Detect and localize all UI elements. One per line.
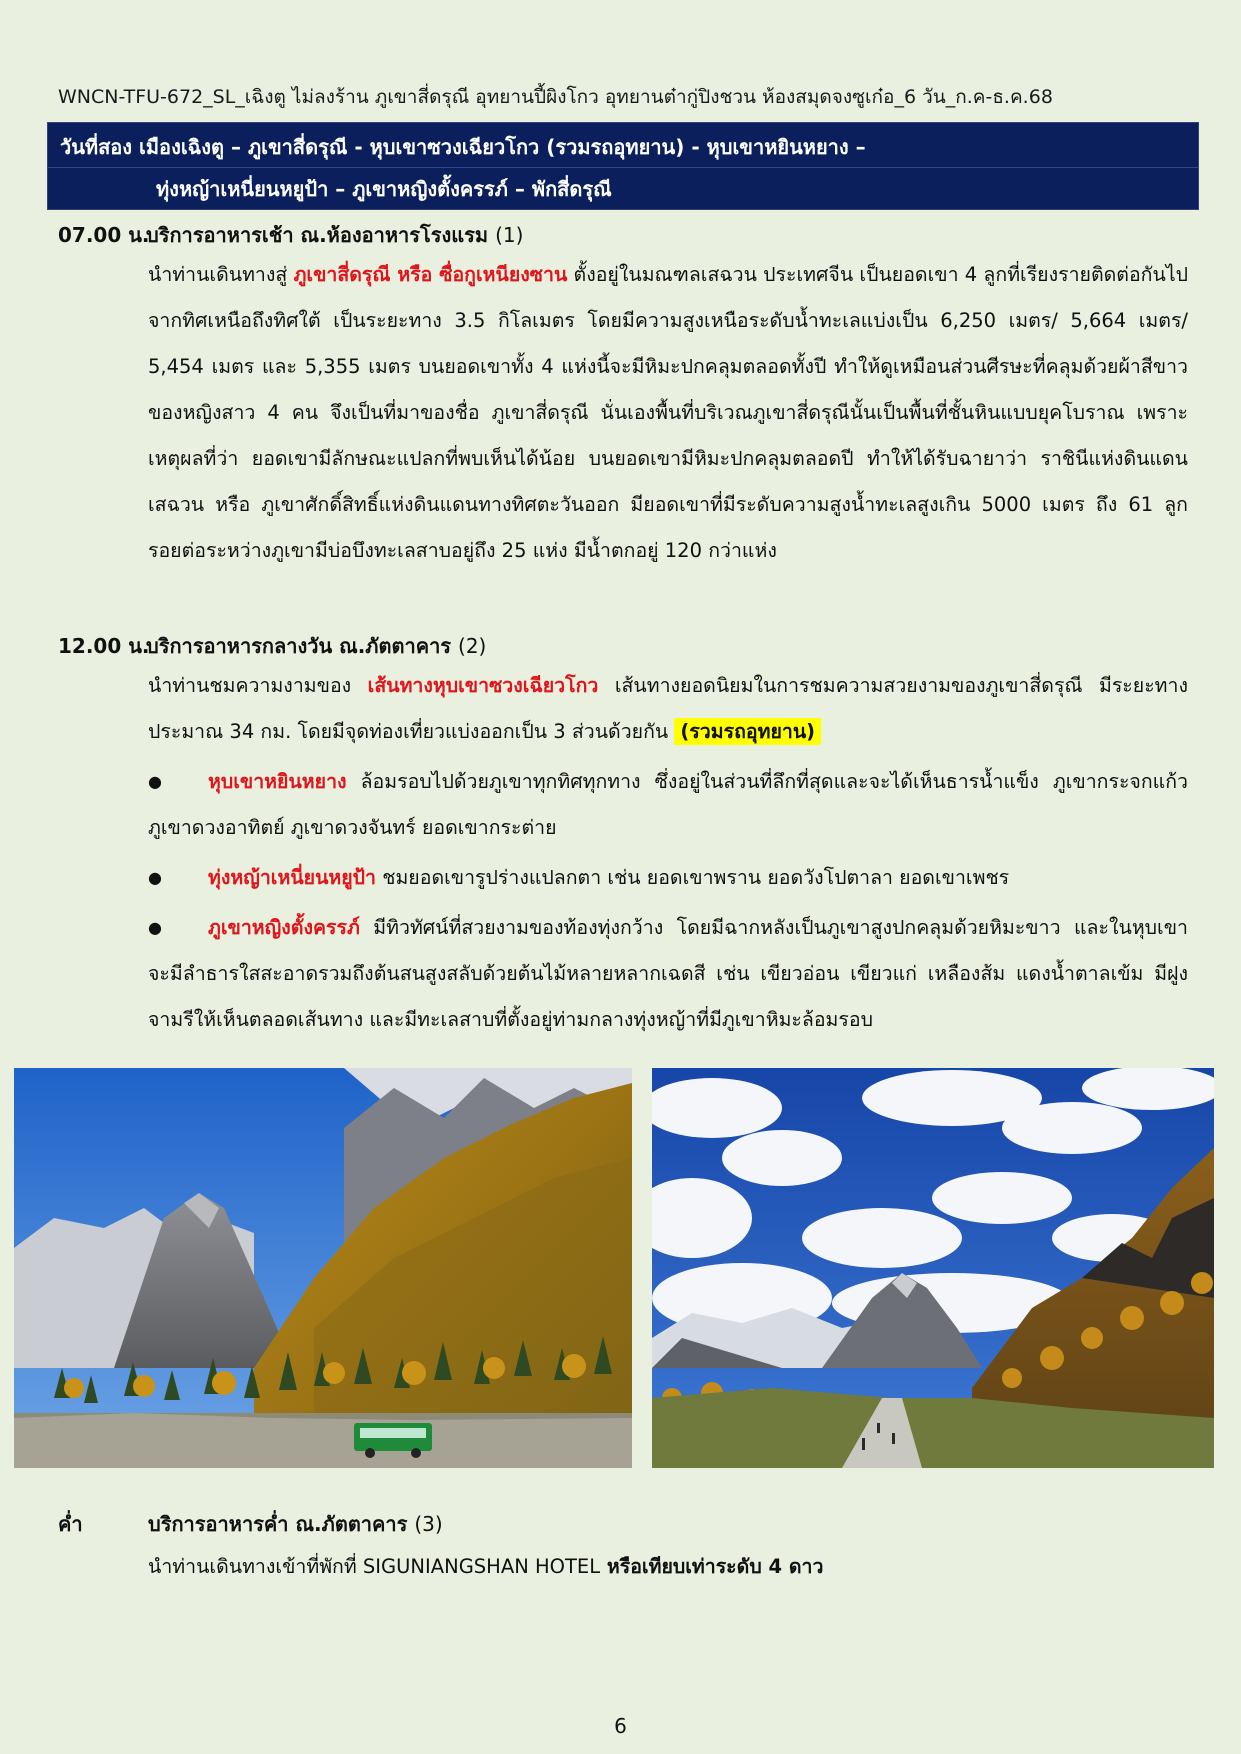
hotel-intro: นำท่านเดินทางเข้าที่พักที่ xyxy=(148,1555,363,1578)
lunch-paragraph xyxy=(148,663,1188,755)
bullet-text: ชมยอดเขารูปร่างแปลกตา เช่น ยอดเขาพราน ยอดวังโปตาลา ยอดเขาเพชร xyxy=(376,866,1010,889)
breakfast-time: 07.00 น. xyxy=(58,223,150,247)
breakfast-row xyxy=(58,219,523,251)
dinner-desc: บริการอาหารค่ำ ณ.ภัตตาคาร xyxy=(148,1512,408,1536)
breakfast-meal-no: (1) xyxy=(495,223,524,247)
hotel-line xyxy=(148,1551,823,1582)
day-banner-line1: วันที่สอง เมืองเฉิงตู – ภูเขาสี่ดรุณี - หุบเขาซวงเฉียวโกว (รวมรถอุทยาน) - หุบเขาหยินหยาง – xyxy=(60,135,866,159)
page-number: 6 xyxy=(614,1714,627,1738)
shuangqiao-highlight: เส้นทางหุบเขาซวงเฉียวโกว xyxy=(367,674,599,697)
lunch-label: บริการอาหารกลางวัน ณ.ภัตตาคาร xyxy=(146,634,452,658)
bullet-title: ทุ่งหญ้าเหนี่ยนหยูป้า xyxy=(208,866,377,889)
breakfast-paragraph xyxy=(148,252,1188,574)
breakfast-intro: นำท่านเดินทางสู่ xyxy=(148,263,294,286)
bullet-item xyxy=(148,855,1188,901)
bullet-dot-icon: ● xyxy=(148,918,162,937)
bullet-item xyxy=(148,905,1188,1043)
bullet-title: ภูเขาหญิงตั้งครรภ์ xyxy=(208,916,360,939)
siguniang-highlight: ภูเขาสี่ดรุณี หรือ ซื่อกูเหนียงซาน xyxy=(293,263,568,286)
dinner-meal-no: (3) xyxy=(414,1512,443,1536)
bullet-title: หุบเขาหยินหยาง xyxy=(208,770,347,793)
lunch-time: 12.00 น. xyxy=(58,634,150,658)
lunch-body: เส้นทางยอดนิยมในการชมความสวยงามของภูเขาสี่ดรุณี มีระยะทางประมาณ 34 กม. โดยมีจุดท่องเที่ยวแบ่งออกเป็น 3 ส่วนด้วยกัน xyxy=(148,674,1189,743)
park-bus-badge: (รวมรถอุทยาน) xyxy=(674,718,821,745)
bullet-text: ล้อมรอบไปด้วยภูเขาทุกทิศทุกทาง ซึ่งอยู่ในส่วนที่ลึกที่สุดและจะได้เห็นธารน้ำแข็ง ภูเขากระจกแก้ว ภูเขาดวงอาทิตย์ ภูเขาดวงจันทร์ ยอดเขากระต่าย xyxy=(148,770,1188,839)
day-banner-line2: ทุ่งหญ้าเหนี่ยนหยูป้า – ภูเขาหญิงตั้งครรภ์ – พักสี่ดรุณี xyxy=(156,177,612,201)
dinner-row xyxy=(148,1508,443,1540)
breakfast-body: ตั้งอยู่ในมณฑลเสฉวน ประเทศจีน เป็นยอดเขา 4 ลูกที่เรียงรายติดต่อกันไปจากทิศเหนือถึงทิศใต้ เป็นระยะทาง 3.5 กิโลเมตร โดยมีความสูงเหนือระดับน้ำทะเลแบ่งเป็น 6,250 เมตร/ 5,664 เมตร/ 5,454 เมตร และ 5,355 เมตร บนยอดเขาทั้ง 4 แห่งนี้จะมีหิมะปกคลุมตลอดทั้งปี ทำให้ดูเหมือนส่วนศีรษะที่คลุมด้วยผ้าสีขาวของหญิงสาว 4 คน จึงเป็นที่มาของชื่อ ภูเขาสี่ดรุณี นั่นเองพื้นที่บริเวณภูเขาสี่ดรุณีนั้นเป็นพื้นที่ชั้นหินแบบยุคโบราณ เพราะเหตุผลที่ว่า ยอดเขามีลักษณะแปลกที่พบเห็นได้น้อย บนยอดเขามีหิมะปกคลุมตลอดปี ทำให้ได้รับฉายาว่า ราชินีแห่งดินแดนเสฉวน หรือ ภูเขาศักดิ์สิทธิ์แห่งดินแดนทางทิศตะวันออก มียอดเขาที่มีระดับความสูงน้ำทะเลสูงเกิน 5000 เมตร ถึง 61 ลูก รอยต่อระหว่างภูเขามีบ่อบึงทะเลสาบอยู่ถึง 25 แห่ง มีน้ำตกอยู่ 120 กว่าแห่ง xyxy=(148,263,1189,562)
autumn-valley-photo xyxy=(14,1068,632,1468)
bullet-text: มีทิวทัศน์ที่สวยงามของท้องทุ่งกว้าง โดยมีฉากหลังเป็นภูเขาสูงปกคลุมด้วยหิมะขาว และในหุบเขาจะมีลำธารใสสะอาดรวมถึงต้นสนสูงสลับด้วยต้นไม้หลายหลากเฉดสี เช่น เขียวอ่อน เขียวแก่ เหลืองส้ม แดงน้ำตาลเข้ม มีฝูงจามรีให้เห็นตลอดเส้นทาง และมีทะเลสาบที่ตั้งอยู่ท่ามกลางทุ่งหญ้าที่มีภูเขาหิมะล้อมรอบ xyxy=(148,916,1188,1031)
dinner-label: ค่ำ xyxy=(58,1512,83,1536)
banner-divider xyxy=(48,167,1198,168)
bullet-item xyxy=(148,759,1188,851)
breakfast-label: บริการอาหารเช้า ณ.ห้องอาหารโรงแรม xyxy=(146,223,489,247)
bullet-dot-icon: ● xyxy=(148,772,162,791)
hotel-rating: หรือเทียบเท่าระดับ 4 ดาว xyxy=(600,1555,824,1578)
bullet-dot-icon: ● xyxy=(148,868,162,887)
lunch-intro: นำท่านชมความงามของ xyxy=(148,674,368,697)
day-banner xyxy=(47,122,1199,210)
hotel-name: SIGUNIANGSHAN HOTEL xyxy=(362,1555,601,1578)
lunch-meal-no: (2) xyxy=(458,634,487,658)
tour-code-title: WNCN-TFU-672_SL_เฉิงตู ไม่ลงร้าน ภูเขาสี่ดรุณี อุทยานปี้ผิงโกว อุทยานต๋ากู่ปิงชวน ห้องสมุดจงซูเก๋อ_6 วัน_ก.ค-ธ.ค.68 xyxy=(58,86,1053,108)
mountain-valley-sky-photo xyxy=(652,1068,1214,1468)
lunch-row xyxy=(58,630,486,662)
